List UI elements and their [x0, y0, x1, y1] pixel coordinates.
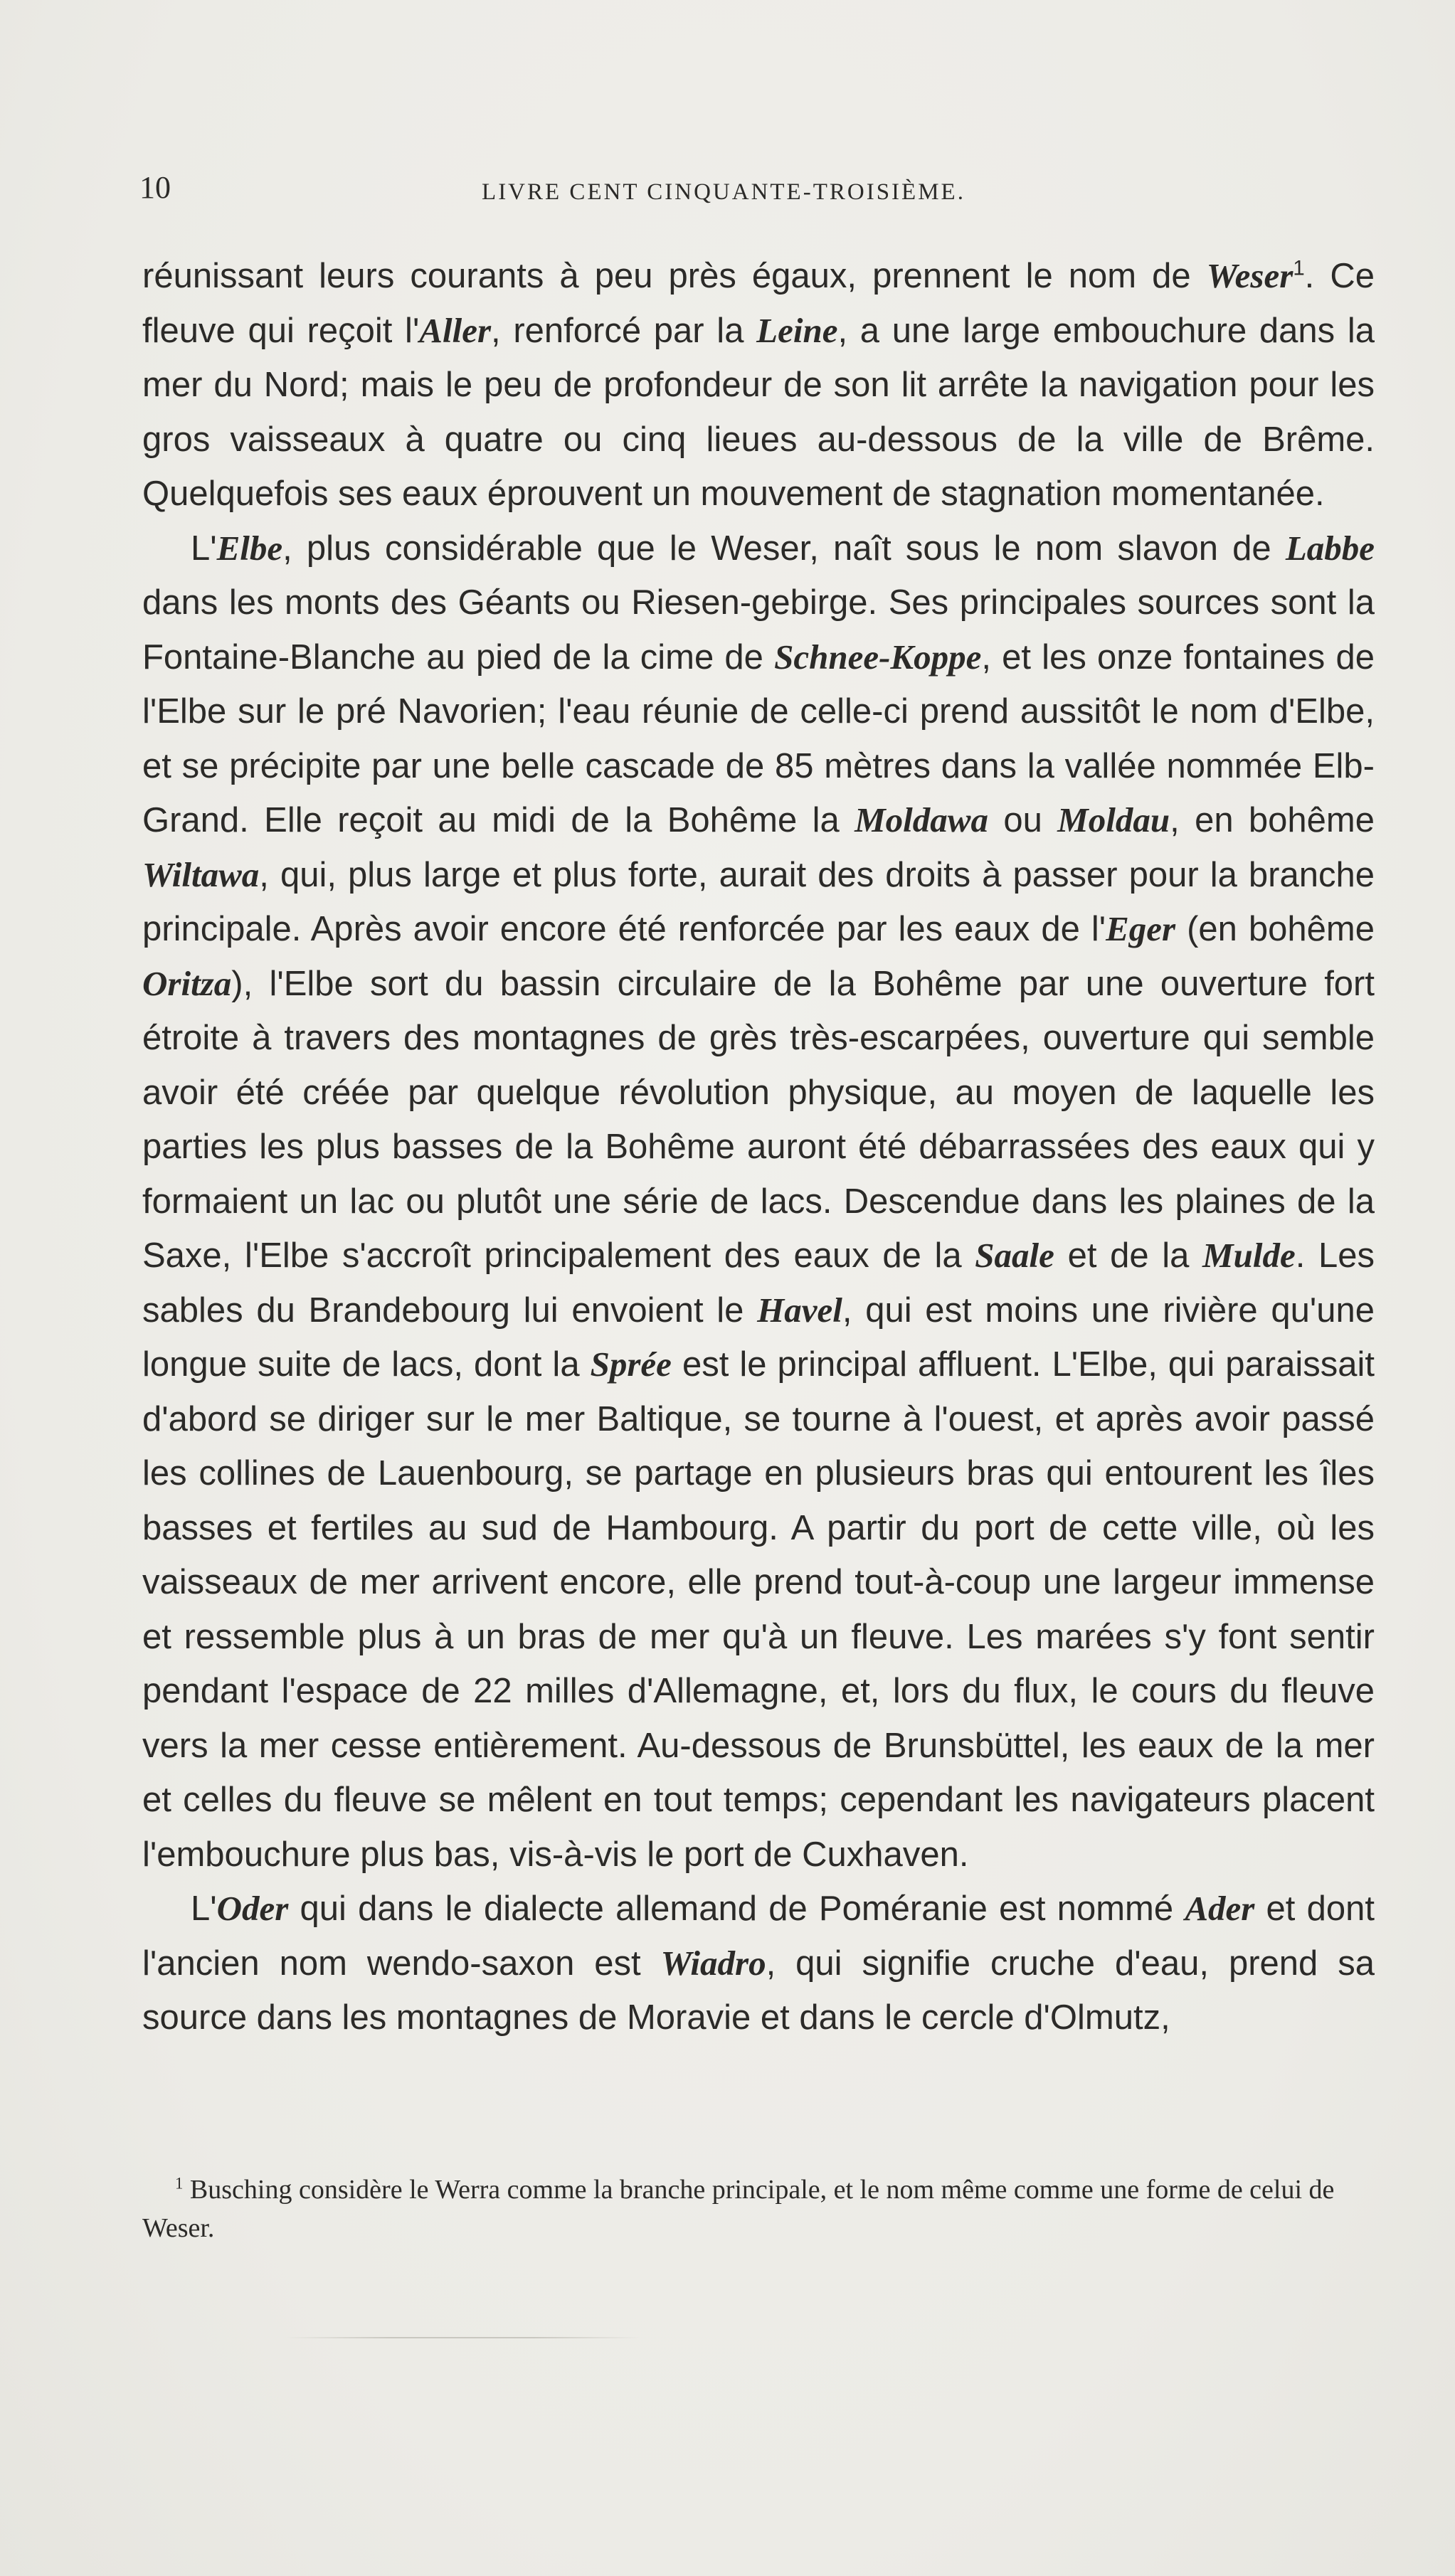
text-run: , renforcé par la: [491, 311, 757, 350]
paragraph: [142, 1882, 1375, 2045]
text-run: L': [191, 529, 217, 568]
page-edge-mark: [285, 2337, 640, 2338]
text-run: , a une large embouchure dans la mer du Nord; mais le peu de profondeur de son lit arrête la navigation pour les gros vaisseaux à quatre ou cinq lieues au-dessous de la ville de Brême. Quelquefois ses eaux éprouvent un mouvement de stagnation momentanée.: [142, 311, 1375, 513]
italic-term: Schnee-Koppe: [774, 637, 982, 677]
text-run: et dont l'ancien nom wendo-saxon est: [142, 1889, 1375, 1983]
text-run: . Ce fleuve qui reçoit l': [142, 257, 1375, 350]
text-run: ), l'Elbe sort du bassin circulaire de la Bohême par une ouverture fort étroite à travers des montagnes de grès très-escarpées, ouverture qui semble avoir été créée par quelque révolution physique, au moyen de laquelle les parties les plus basses de la Bohême auront été débarrassées des eaux qui y formaient un lac ou plutôt une série de lacs. Descendue dans les plaines de la Saxe, l'Elbe s'accroît principalement des eaux de la: [142, 964, 1375, 1275]
text-run: réunissant leurs courants à peu près égaux, prennent le nom de: [142, 257, 1207, 295]
text-run: . Les sables du Brandebourg lui envoient le: [142, 1236, 1375, 1330]
footnote-reference: 1: [1293, 256, 1305, 280]
text-run: , qui est moins une rivière qu'une longue suite de lacs, dont la: [142, 1290, 1375, 1384]
italic-term: Wiltawa: [142, 854, 260, 894]
italic-term: Oritza: [142, 963, 232, 1003]
text-run: L': [191, 1889, 217, 1928]
italic-term: Ader: [1185, 1889, 1255, 1928]
text-run: (en bohême: [1175, 910, 1375, 948]
paragraph: [142, 249, 1375, 521]
text-run: dans les monts des Géants ou Riesen-gebirge. Ses principales sources sont la Fontaine-Blanche au pied de la cime de: [142, 583, 1375, 677]
text-run: , qui signifie cruche d'eau, prend sa source dans les montagnes de Moravie et dans le cercle d'Olmutz,: [142, 1944, 1375, 2037]
italic-term: Leine: [756, 310, 838, 350]
text-run: , qui, plus large et plus forte, aurait des droits à passer pour la branche principale. Après avoir encore été renforcée par les eaux de l': [142, 855, 1375, 948]
text-run: est le principal affluent. L'Elbe, qui paraissait d'abord se diriger sur le mer Baltique, se tourne à l'ouest, et après avoir passé les collines de Lauenbourg, se partage en plusieurs bras qui entourent les îles basses et fertiles au sud de Hambourg. A partir du port de cette ville, où les vaisseaux de mer arrivent encore, elle prend tout-à-coup une largeur immense et ressemble plus à un bras de mer qu'à un fleuve. Les marées s'y font sentir pendant l'espace de 22 milles d'Allemagne, et, lors du flux, le cours du fleuve vers la mer cesse entièrement. Au-dessous de Brunsbüttel, les eaux de la mer et celles du fleuve se mêlent en tout temps; cependant les navigateurs placent l'embouchure plus bas, vis-à-vis le port de Cuxhaven.: [142, 1345, 1375, 1874]
text-run: , plus considérable que le Weser, naît sous le nom slavon de: [282, 529, 1286, 568]
italic-term: Mulde: [1202, 1236, 1296, 1275]
italic-term: Labbe: [1285, 528, 1375, 568]
text-run: , et les onze fontaines de l'Elbe sur le pré Navorien; l'eau réunie de celle-ci prend aussitôt le nom d'Elbe, et se précipite par une belle cascade de 85 mètres dans la vallée nommée Elb-Grand. Elle reçoit au midi de la Bohême la: [142, 637, 1375, 839]
italic-term: Saale: [975, 1236, 1054, 1275]
text-run: qui dans le dialecte allemand de Poméranie est nommé: [288, 1889, 1185, 1928]
italic-term: Moldawa: [855, 800, 988, 839]
page-number: 10: [139, 170, 171, 205]
text-run: ou: [988, 801, 1058, 839]
text-run: et de la: [1054, 1236, 1203, 1275]
text-run: , en bohême: [1170, 801, 1375, 839]
footnote: [142, 2170, 1375, 2247]
running-head: [139, 169, 1308, 212]
italic-term: Elbe: [216, 528, 283, 568]
italic-term: Havel: [757, 1290, 842, 1330]
italic-term: Eger: [1106, 909, 1176, 948]
italic-term: Aller: [419, 310, 492, 350]
running-title: LIVRE CENT CINQUANTE-TROISIÈME.: [482, 179, 965, 205]
italic-term: Moldau: [1057, 800, 1170, 839]
italic-term: Sprée: [590, 1345, 672, 1384]
footnote-text: Busching considère le Werra comme la branche principale, et le nom même comme une forme de celui de Weser.: [142, 2175, 1335, 2243]
body-text: [142, 249, 1375, 2045]
footnote-marker: 1: [175, 2174, 184, 2193]
paragraph: [142, 521, 1375, 1882]
italic-term: Weser: [1206, 256, 1293, 295]
italic-term: Wiadro: [660, 1943, 766, 1983]
italic-term: Oder: [216, 1889, 289, 1928]
